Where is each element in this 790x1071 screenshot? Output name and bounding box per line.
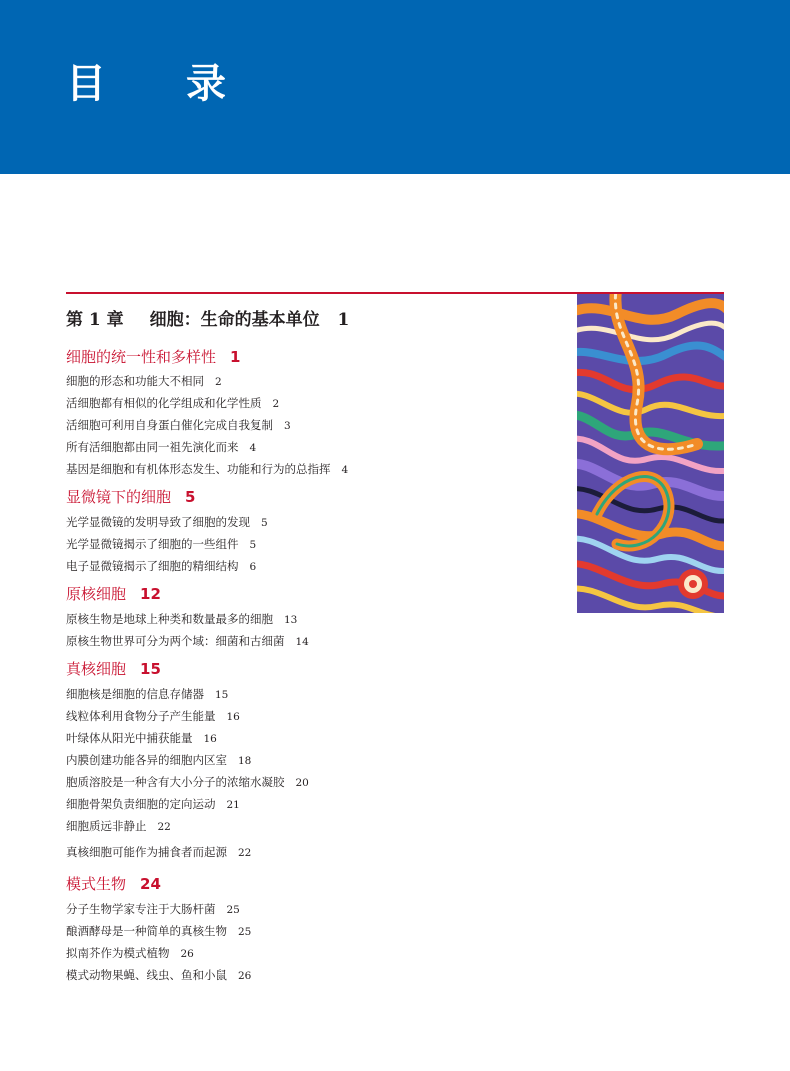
entry-text: 线粒体利用食物分子产生能量 xyxy=(66,709,216,723)
entry-page: 18 xyxy=(238,755,252,767)
section-title: 细胞的统一性和多样性 xyxy=(66,348,217,366)
header-band xyxy=(0,0,790,174)
chapter-artwork xyxy=(577,294,724,613)
entry-text: 所有活细胞都由同一祖先演化而来 xyxy=(66,440,239,454)
entry-text: 叶绿体从阳光中捕获能量 xyxy=(66,731,193,745)
toc-entry[interactable] xyxy=(66,439,256,456)
entry-text: 分子生物学家专注于大肠杆菌 xyxy=(66,902,216,916)
entry-page: 20 xyxy=(295,777,309,789)
section-title: 显微镜下的细胞 xyxy=(66,488,172,506)
chapter-label: 第 1 章 xyxy=(66,310,124,330)
entry-page: 16 xyxy=(203,733,217,745)
entry-text: 细胞的形态和功能大不相同 xyxy=(66,374,204,388)
toc-entry[interactable] xyxy=(66,558,256,575)
section-heading[interactable] xyxy=(66,659,161,679)
entry-page: 6 xyxy=(249,561,257,573)
entry-page: 2 xyxy=(272,398,280,410)
entry-page: 2 xyxy=(215,376,222,388)
toc-entry[interactable] xyxy=(66,708,240,725)
entry-page: 21 xyxy=(226,799,240,811)
entry-text: 活细胞可利用自身蛋白催化完成自我复制 xyxy=(66,418,273,432)
section-page: 15 xyxy=(140,660,161,678)
entry-text: 酿酒酵母是一种简单的真核生物 xyxy=(66,924,227,938)
entry-page: 25 xyxy=(238,926,252,938)
toc-entry[interactable] xyxy=(66,730,217,747)
toc-entry[interactable] xyxy=(66,373,222,390)
toc-entry[interactable] xyxy=(66,633,309,650)
toc-entry[interactable] xyxy=(66,686,228,703)
entry-page: 3 xyxy=(284,420,291,432)
entry-page: 15 xyxy=(215,689,229,701)
entry-page: 26 xyxy=(180,948,194,960)
entry-text: 内膜创建功能各异的细胞内区室 xyxy=(66,753,227,767)
entry-text: 光学显微镜揭示了细胞的一些组件 xyxy=(66,537,239,551)
toc-entry[interactable] xyxy=(66,818,171,835)
section-heading[interactable] xyxy=(66,584,161,604)
entry-text: 电子显微镜揭示了细胞的精细结构 xyxy=(66,559,239,573)
entry-text: 基因是细胞和有机体形态发生、功能和行为的总指挥 xyxy=(66,462,331,476)
toc-entry[interactable] xyxy=(66,611,297,628)
toc-entry[interactable] xyxy=(66,923,251,940)
toc-entry[interactable] xyxy=(66,774,309,791)
entry-page: 16 xyxy=(226,711,240,723)
toc-entry[interactable] xyxy=(66,536,256,553)
entry-page: 4 xyxy=(341,464,349,476)
entry-text: 活细胞都有相似的化学组成和化学性质 xyxy=(66,396,262,410)
page-title: 目录 xyxy=(66,61,306,107)
entry-text: 真核细胞可能作为捕食者而起源 xyxy=(66,845,227,859)
entry-page: 13 xyxy=(284,614,298,626)
entry-page: 14 xyxy=(295,636,309,648)
toc-entry[interactable] xyxy=(66,752,251,769)
entry-text: 细胞核是细胞的信息存储器 xyxy=(66,687,204,701)
entry-text: 细胞骨架负责细胞的定向运动 xyxy=(66,797,216,811)
toc-entry[interactable] xyxy=(66,901,240,918)
section-heading[interactable] xyxy=(66,874,161,894)
section-page: 5 xyxy=(185,488,196,506)
section-page: 1 xyxy=(230,348,241,366)
toc-entry[interactable] xyxy=(66,844,251,861)
chapter-heading[interactable] xyxy=(66,308,349,332)
entry-text: 胞质溶胶是一种含有大小分子的浓缩水凝胶 xyxy=(66,775,285,789)
chapter-page: 1 xyxy=(337,310,350,330)
entry-text: 原核生物世界可分为两个域：细菌和古细菌 xyxy=(66,634,285,648)
entry-page: 25 xyxy=(226,904,240,916)
chapter-name: 细胞：生命的基本单位 xyxy=(149,310,320,330)
toc-entry[interactable] xyxy=(66,796,240,813)
section-heading[interactable] xyxy=(66,487,195,507)
section-title: 模式生物 xyxy=(66,875,127,893)
toc-entry[interactable] xyxy=(66,395,279,412)
toc-entry[interactable] xyxy=(66,461,348,478)
toc-entry[interactable] xyxy=(66,967,251,984)
entry-page: 4 xyxy=(249,442,257,454)
toc-entry[interactable] xyxy=(66,514,268,531)
entry-text: 光学显微镜的发明导致了细胞的发现 xyxy=(66,515,250,529)
entry-text: 拟南芥作为模式植物 xyxy=(66,946,170,960)
entry-page: 22 xyxy=(238,847,252,859)
section-title: 真核细胞 xyxy=(66,660,127,678)
toc-entry[interactable] xyxy=(66,417,291,434)
entry-text: 细胞质远非静止 xyxy=(66,819,147,833)
toc-entry[interactable] xyxy=(66,945,194,962)
entry-text: 原核生物是地球上种类和数量最多的细胞 xyxy=(66,612,273,626)
entry-page: 5 xyxy=(249,539,257,551)
entry-page: 5 xyxy=(261,517,268,529)
section-page: 12 xyxy=(140,585,161,603)
entry-page: 26 xyxy=(238,970,252,982)
section-heading[interactable] xyxy=(66,347,240,367)
section-title: 原核细胞 xyxy=(66,585,127,603)
entry-page: 22 xyxy=(157,821,171,833)
entry-text: 模式动物果蝇、线虫、鱼和小鼠 xyxy=(66,968,227,982)
section-page: 24 xyxy=(140,875,161,893)
